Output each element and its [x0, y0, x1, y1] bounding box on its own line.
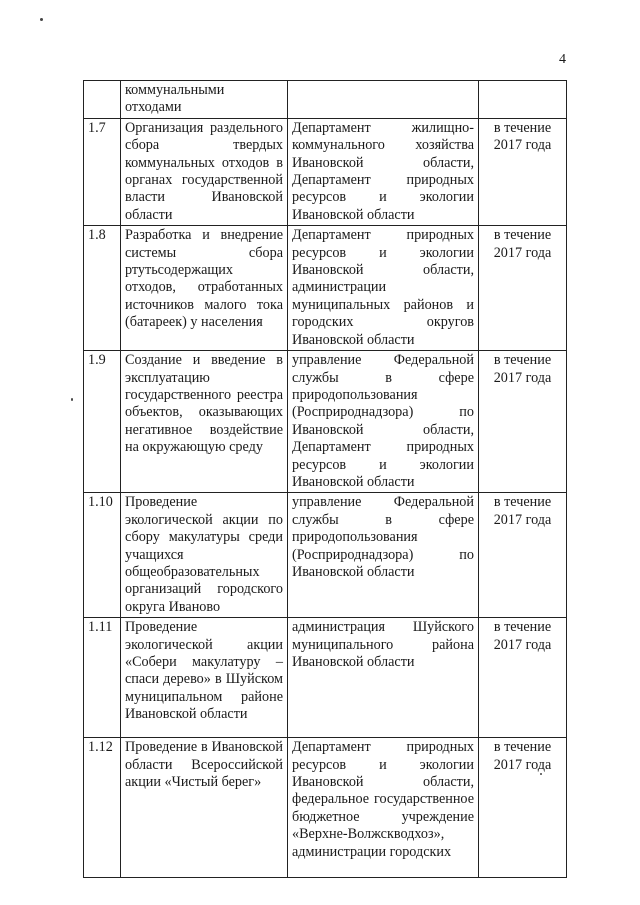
responsible-cell: администрация Шуйского муниципального района Ивановской области	[288, 618, 479, 738]
term-cell	[479, 81, 567, 119]
term-cell: в течение 2017 года	[479, 493, 567, 618]
action-cell: Разработка и внедрение системы сбора ртутьсодержащих отходов, отработанных источников малого тока (батареек) у населения	[121, 226, 288, 351]
action-cell: Создание и введение в эксплуатацию государственного реестра объектов, оказывающих негативное воздействие на окружающую среду	[121, 351, 288, 493]
responsible-cell: Департамент жилищно-коммунального хозяйства Ивановской области, Департамент природных ресурсов и экологии Ивановской области	[288, 118, 479, 225]
row-number: 1.9	[84, 351, 121, 493]
row-number: 1.7	[84, 118, 121, 225]
table-row	[84, 618, 567, 738]
row-number: 1.10	[84, 493, 121, 618]
responsible-cell: Департамент природных ресурсов и экологии Ивановской области, федеральное государственное бюджетное учреждение «Верхне-Волжскводхоз», администрации городских	[288, 738, 479, 878]
term-cell: в течение 2017 года	[479, 618, 567, 738]
row-number: 1.11	[84, 618, 121, 738]
responsible-cell: управление Федеральной службы в сфере природопользования (Росприроднадзора) по Ивановской области	[288, 493, 479, 618]
term-cell: в течение 2017 года	[479, 738, 567, 878]
row-number: 1.12	[84, 738, 121, 878]
table-row	[84, 738, 567, 878]
table-row	[84, 493, 567, 618]
action-cell: Проведение экологической акции «Собери макулатуру – спаси дерево» в Шуйском муниципальном районе Ивановской области	[121, 618, 288, 738]
table-row	[84, 351, 567, 493]
term-cell: в течение 2017 года	[479, 226, 567, 351]
term-cell: в течение 2017 года	[479, 118, 567, 225]
row-number	[84, 81, 121, 119]
row-number: 1.8	[84, 226, 121, 351]
action-cell: Проведение экологической акции по сбору макулатуры среди учащихся общеобразовательных организаций городского округа Иваново	[121, 493, 288, 618]
scan-speck	[40, 18, 43, 21]
responsible-cell: Департамент природных ресурсов и экологии Ивановской области, администрации муниципальных районов и городских округов Ивановской области	[288, 226, 479, 351]
action-cell: коммунальными отходами	[121, 81, 288, 119]
responsible-cell	[288, 81, 479, 119]
table-row	[84, 118, 567, 225]
action-cell: Организация раздельного сбора твердых коммунальных отходов в органах государственной власти Ивановской области	[121, 118, 288, 225]
table-row	[84, 226, 567, 351]
action-cell: Проведение в Ивановской области Всероссийской акции «Чистый берег»	[121, 738, 288, 878]
term-cell: в течение 2017 года	[479, 351, 567, 493]
scan-speck	[71, 398, 73, 401]
table-row	[84, 81, 567, 119]
page-number: 4	[559, 52, 566, 67]
responsible-cell: управление Федеральной службы в сфере природопользования (Росприроднадзора) по Ивановской области, Департамент природных ресурсов и экологии Ивановской области	[288, 351, 479, 493]
measures-table	[83, 80, 567, 878]
